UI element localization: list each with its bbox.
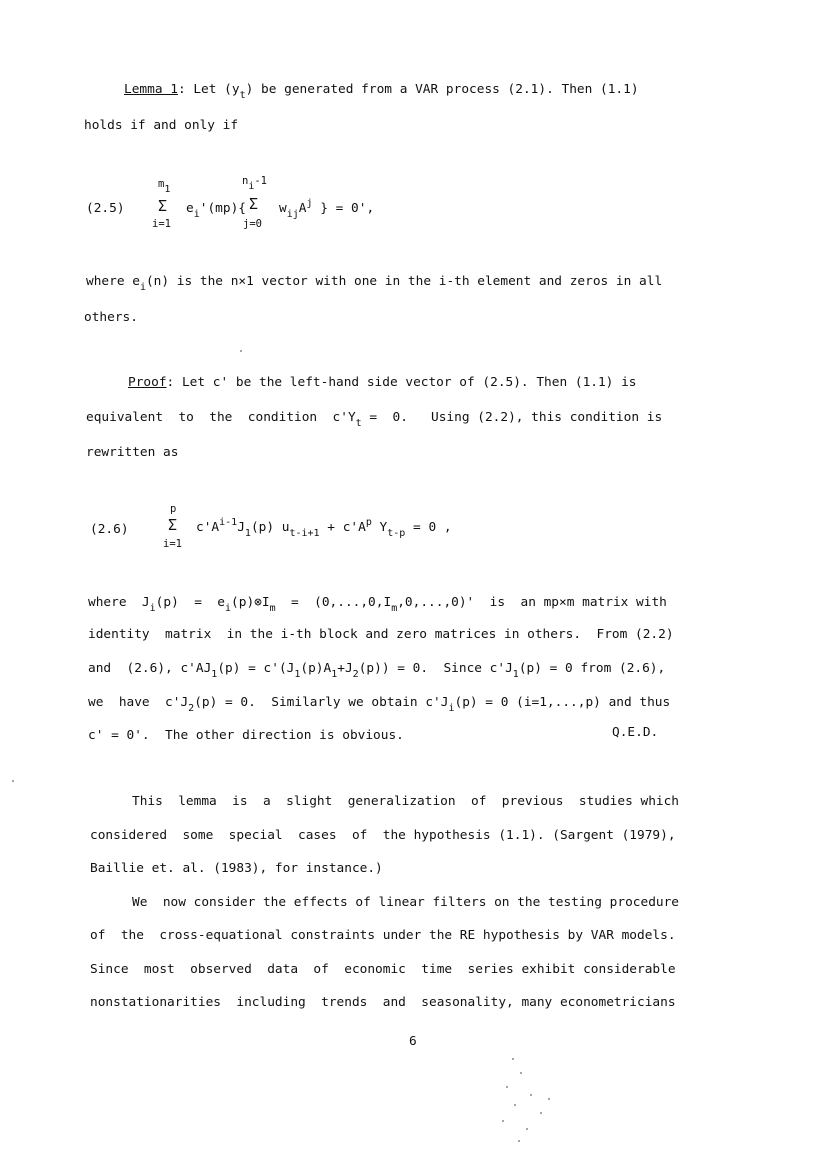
equation-body: $c'A^{i-1}J_1(p) u_{t-i+1} + c'A^p$ $Y_{t-p} = 0$ ,: [196, 517, 452, 539]
sum-lower-limit-2: j=0: [243, 218, 262, 230]
lemma-line-2: holds if and only if: [84, 118, 239, 133]
sum-upper-limit: p: [170, 503, 177, 515]
proof-title: Proof: [128, 375, 167, 390]
paragraph-2-line-1: We now consider the effects of linear filters on the testing procedure: [132, 895, 680, 910]
paragraph-1-line-1: This lemma is a slight generalization of previous studies which: [132, 794, 680, 809]
proof-cont-line-2: identity matrix in the i-th block and zero matrices in others. From (2.2): [88, 627, 674, 642]
sum-lower-limit: i=1: [152, 218, 171, 230]
lemma-statement: [124, 82, 639, 101]
lemma-sub: t: [239, 90, 246, 101]
proof-line-1: Proof: Let c' be the left-hand side vector of (2.5). Then (1.1) is: [128, 375, 637, 390]
lemma-title: Lemma 1: [124, 82, 178, 97]
lemma-text-rest: ) be generated from a VAR process (2.1). Then (1.1): [245, 82, 639, 97]
equation-term-2: $w_{ij}A^j$ } = 0',: [279, 198, 375, 220]
sigma-symbol: Σ: [158, 197, 168, 215]
proof-line-2: equivalent to the condition $c'Y_t = 0$. Using (2.2), this condition is: [86, 410, 663, 429]
proof-cont-line-5: c' = 0'. The other direction is obvious.: [88, 728, 404, 743]
proof-line-3: rewritten as: [86, 445, 179, 460]
sum-upper-limit: $m_1$: [158, 178, 171, 195]
paragraph-1-line-3: Baillie et. al. (1983), for instance.): [90, 861, 383, 876]
sigma-symbol: Σ: [168, 516, 178, 534]
qed-marker: Q.E.D.: [612, 725, 659, 740]
where-line-2: others.: [84, 310, 138, 325]
equation-term: $e_i'(mp)${: [186, 201, 246, 220]
lemma-text: : Let (y: [177, 82, 240, 97]
paragraph-1-line-2: considered some special cases of the hypothesis (1.1). (Sargent (1979),: [90, 828, 676, 843]
paragraph-2-line-4: nonstationarities including trends and seasonality, many econometricians: [90, 995, 676, 1010]
paragraph-2-line-2: of the cross-equational constraints under the RE hypothesis by VAR models.: [90, 928, 676, 943]
sigma-symbol-2: Σ: [249, 195, 259, 213]
page-number: 6: [409, 1034, 417, 1049]
paragraph-2-line-3: Since most observed data of economic time series exhibit considerable: [90, 962, 676, 977]
equation-label: (2.5): [86, 201, 125, 216]
proof-cont-line-3: and (2.6), $c'AJ_1(p) = c'(J_1(p)A_1+J_2(p)) = 0$. Since $c'J_1(p) = 0$ from (2.6),: [88, 661, 666, 680]
equation-label: (2.6): [90, 522, 129, 537]
proof-cont-line-1: where $J_i(p)$ = $e_i(p)\otimes I_m = (0,...,0,I_m,0,...,0)'$ is an mp×m matrix with: [88, 595, 667, 614]
proof-cont-line-4: we have $c'J_2(p) = 0$. Similarly we obtain $c'J_i(p) = 0$ (i=1,...,p) and thus: [88, 695, 671, 714]
sum-upper-limit-2: $n_i-1$: [242, 175, 268, 192]
where-line-1: where $e_i(n)$ is the n×1 vector with one in the i-th element and zeros in all: [86, 274, 663, 293]
sum-lower-limit: i=1: [163, 538, 182, 550]
